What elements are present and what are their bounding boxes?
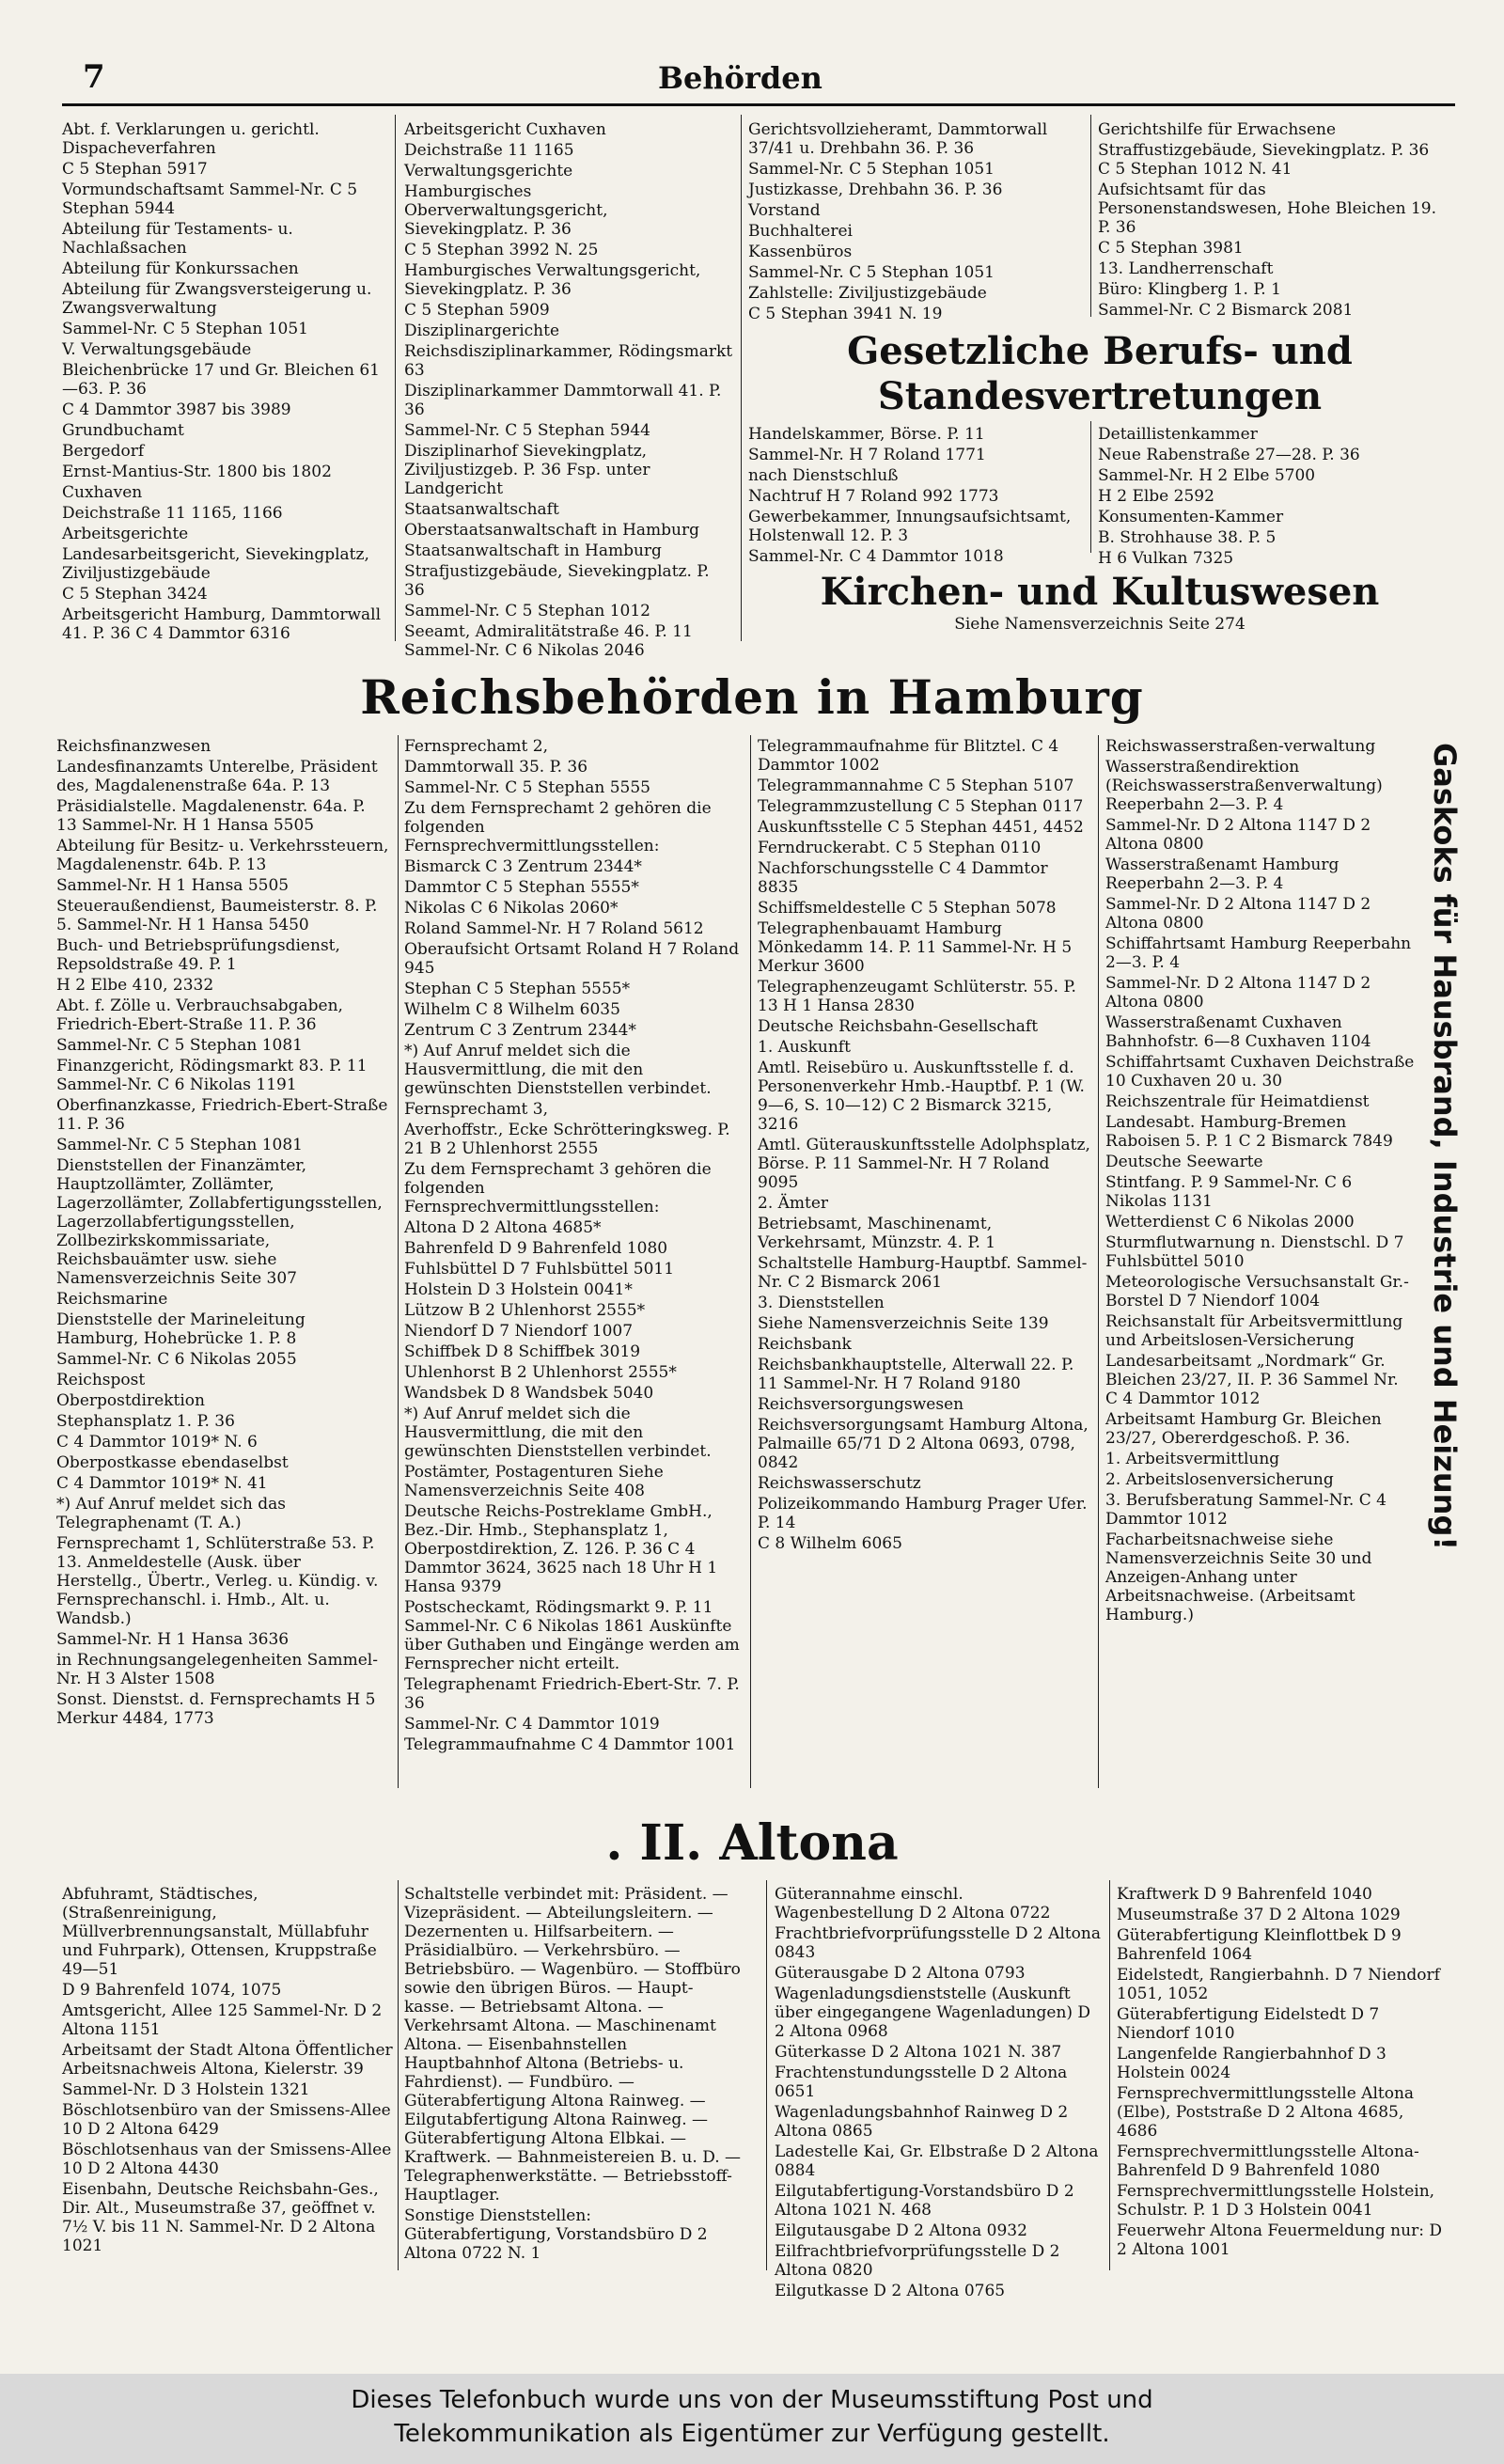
- altona-title: . II. Altona: [605, 1814, 899, 1872]
- entry: Oberfinanzkasse, Friedrich-Ebert-Straße 11. P. 36: [56, 1096, 388, 1134]
- altona-column-3: [775, 1885, 1102, 2300]
- entry: Landesabt. Hamburg-Bremen Raboisen 5. P. 1 C 2 Bismarck 7849: [1105, 1113, 1393, 1151]
- entry: Eidelstedt, Rangierbahnh. D 7 Niendorf 1051, 1052: [1117, 1966, 1440, 2003]
- running-title: Behörden: [658, 60, 822, 96]
- entry: Telegrammzustellung C 5 Stephan 0117: [758, 797, 1084, 816]
- entry: Strafjustizgebäude, Sievekingplatz. P. 36: [404, 562, 710, 600]
- entry: 2. Ämter: [758, 1194, 829, 1213]
- entry: *) Auf Anruf meldet sich das Telegraphenamt (T. A.): [56, 1495, 287, 1532]
- entry: Güterausgabe D 2 Altona 0793: [775, 1964, 1026, 1983]
- entry: Stephan C 5 Stephan 5555*: [404, 980, 631, 998]
- entry: Schiffahrtsamt Cuxhaven Deichstraße 10 Cuxhaven 20 u. 30: [1105, 1053, 1415, 1091]
- entry: Güterkasse D 2 Altona 1021 N. 387: [775, 2043, 1062, 2062]
- entry: Sonstige Dienststellen: Güterabfertigung, Vorstandsbüro D 2 Altona 0722 N. 1: [404, 2206, 708, 2263]
- entry: Lützow B 2 Uhlenhorst 2555*: [404, 1301, 646, 1320]
- entry: Handelskammer, Börse. P. 11: [748, 425, 985, 444]
- entry: Telegraphenamt Friedrich-Ebert-Str. 7. P. 36: [404, 1675, 740, 1713]
- entry: Neue Rabenstraße 27—28. P. 36: [1098, 446, 1360, 464]
- entry: Frachtbriefvorprüfungsstelle D 2 Altona 0843: [775, 1924, 1101, 1962]
- entry: Büro: Klingberg 1. P. 1: [1098, 280, 1281, 299]
- entry: Zu dem Fernsprechamt 3 gehören die folgenden Fernsprechvermittlungsstellen:: [404, 1160, 712, 1216]
- entry: Wetterdienst C 6 Nikolas 2000: [1105, 1213, 1355, 1232]
- entry: Telegraphenzeugamt Schlüterstr. 55. P. 13 H 1 Hansa 2830: [758, 978, 1076, 1015]
- side-ad-text: Gaskoks für Hausbrand, Industrie und Heizung!: [1427, 743, 1463, 1550]
- entry: Sammel-Nr. C 5 Stephan 5555: [404, 778, 650, 797]
- entry: Altona D 2 Altona 4685*: [404, 1218, 602, 1237]
- entry: Gewerbekammer, Innungsaufsichtsamt, Holstenwall 12. P. 3: [748, 508, 1072, 545]
- entry: Reichsversorgungswesen: [758, 1395, 964, 1414]
- entry: Langenfelde Rangierbahnhof D 3 Holstein 0024: [1117, 2045, 1386, 2082]
- entry: Sammel-Nr. C 5 Stephan 1051: [748, 160, 995, 179]
- entry: Telegraphenbauamt Hamburg Mönkedamm 14. P. 11 Sammel-Nr. H 5 Merkur 3600: [758, 919, 1073, 976]
- entry: Telegrammannahme C 5 Stephan 5107: [758, 777, 1074, 795]
- entry: Reichswasserstraßen-verwaltung: [1105, 737, 1376, 756]
- reich-column-4: [1105, 737, 1416, 1781]
- entry: Wasserstraßenamt Cuxhaven Bahnhofstr. 6—8 Cuxhaven 1104: [1105, 1013, 1371, 1051]
- column-divider: [1098, 735, 1099, 1788]
- entry: Abt. f. Verklarungen u. gerichtl. Dispacheverfahren: [62, 120, 320, 158]
- entry: 3. Berufsberatung Sammel-Nr. C 4 Dammtor 1012: [1105, 1491, 1386, 1529]
- entry: in Rechnungsangelegenheiten Sammel-Nr. H 3 Alster 1508: [56, 1651, 378, 1688]
- entry: Dienststelle der Marineleitung Hamburg, Hohebrücke 1. P. 8: [56, 1310, 306, 1348]
- entry: Buch- und Betriebsprüfungsdienst, Repsoldstraße 49. P. 1: [56, 936, 340, 974]
- entry: Buchhalterei: [748, 222, 853, 241]
- entry: Sammel-Nr. C 5 Stephan 1081: [56, 1136, 303, 1154]
- entry: Gerichtsvollzieheramt, Dammtorwall 37/41 u. Drehbahn 36. P. 36: [748, 120, 1048, 158]
- entry: Sammel-Nr. H 7 Roland 1771: [748, 446, 986, 464]
- entry: Eilgutabfertigung-Vorstandsbüro D 2 Altona 1021 N. 468: [775, 2182, 1074, 2220]
- entry: 1. Arbeitsvermittlung: [1105, 1450, 1280, 1468]
- entry: Frachtenstundungsstelle D 2 Altona 0651: [775, 2064, 1068, 2101]
- entry: 3. Dienststellen: [758, 1294, 885, 1312]
- entry: Oberpostkasse ebendaselbst: [56, 1453, 289, 1472]
- entry: Siehe Namensverzeichnis Seite 139: [758, 1314, 1049, 1333]
- entry: Güterabfertigung Kleinflottbek D 9 Bahrenfeld 1064: [1117, 1926, 1402, 1964]
- entry: Seeamt, Admiralitätstraße 46. P. 11 Sammel-Nr. C 6 Nikolas 2046: [404, 622, 693, 660]
- entry: Eilgutausgabe D 2 Altona 0932: [775, 2221, 1027, 2240]
- entry: Dammtorwall 35. P. 36: [404, 758, 588, 777]
- entry: Arbeitsamt Hamburg Gr. Bleichen 23/27, Obererdgeschoß. P. 36.: [1105, 1410, 1382, 1448]
- reich-title: Reichsbehörden in Hamburg: [360, 669, 1144, 725]
- entry: Museumstraße 37 D 2 Altona 1029: [1117, 1906, 1401, 1924]
- entry: Telegrammaufnahme C 4 Dammtor 1001: [404, 1735, 736, 1754]
- entry: Vorstand: [748, 201, 821, 220]
- entry: Ladestelle Kai, Gr. Elbstraße D 2 Altona 0884: [775, 2142, 1099, 2180]
- entry: Fernsprechvermittlungsstelle Altona (Elbe), Poststraße D 2 Altona 4685, 4686: [1117, 2084, 1415, 2141]
- altona-column-4: [1117, 1885, 1446, 2270]
- entry: nach Dienstschluß: [748, 466, 899, 485]
- entry: Amtsgericht, Allee 125 Sammel-Nr. D 2 Altona 1151: [62, 2001, 383, 2039]
- entry: Oberpostdirektion: [56, 1391, 205, 1410]
- entry: Fernsprechamt 1, Schlüterstraße 53. P. 13. Anmeldestelle (Ausk. über Herstellg., Übertr., Verleg. u. Kündig. v. Fernsprechanschl. i. Hmb., Alt. u. Wandsb.): [56, 1534, 379, 1628]
- entry: Güterabfertigung Eidelstedt D 7 Niendorf 1010: [1117, 2005, 1380, 2043]
- top-column-1: [62, 120, 382, 643]
- entry: Ferndruckerabt. C 5 Stephan 0110: [758, 839, 1042, 857]
- altona-column-1: [62, 1885, 393, 2270]
- entry: V. Verwaltungsgebäude: [62, 340, 252, 359]
- entry: 1. Auskunft: [758, 1038, 851, 1057]
- entry: Reichsanstalt für Arbeitsvermittlung und Arbeitslosen-Versicherung: [1105, 1312, 1403, 1350]
- entry: Vormundschaftsamt Sammel-Nr. C 5 Stephan 5944: [62, 180, 358, 218]
- entry: Finanzgericht, Rödingsmarkt 83. P. 11 Sammel-Nr. C 6 Nikolas 1191: [56, 1057, 368, 1094]
- entry: C 4 Dammtor 1019* N. 6: [56, 1433, 258, 1452]
- entry: Fernsprechamt 3,: [404, 1100, 548, 1119]
- entry: Feuerwehr Altona Feuermeldung nur: D 2 Altona 1001: [1117, 2221, 1442, 2259]
- entry: Uhlenhorst B 2 Uhlenhorst 2555*: [404, 1363, 677, 1382]
- entry: Sammel-Nr. C 5 Stephan 1081: [56, 1036, 303, 1055]
- entry: C 5 Stephan 5917: [62, 160, 208, 179]
- entry: Aufsichtsamt für das Personenstandswesen, Hohe Bleichen 19. P. 36: [1098, 180, 1436, 237]
- reich-column-1: [56, 737, 390, 1781]
- entry: Meteorologische Versuchsanstalt Gr.-Borstel D 7 Niendorf 1004: [1105, 1273, 1409, 1310]
- entry: Fernsprechvermittlungsstelle Holstein, Schulstr. P. 1 D 3 Holstein 0041: [1117, 2182, 1435, 2220]
- entry: Sammel-Nr. C 6 Nikolas 2055: [56, 1350, 297, 1369]
- entry: Sammel-Nr. H 2 Elbe 5700: [1098, 466, 1316, 485]
- entry: Sammel-Nr. C 5 Stephan 1051: [748, 263, 995, 282]
- entry: Sammel-Nr. D 3 Holstein 1321: [62, 2080, 310, 2099]
- entry: Dammtor C 5 Stephan 5555*: [404, 878, 639, 897]
- entry: Kraftwerk D 9 Bahrenfeld 1040: [1117, 1885, 1372, 1904]
- entry: Landesarbeitsgericht, Sievekingplatz, Ziviljustizgebäude: [62, 545, 369, 583]
- entry: C 5 Stephan 3992 N. 25: [404, 241, 599, 259]
- entry: Sammel-Nr. C 5 Stephan 1051: [62, 320, 308, 338]
- entry: Disziplinargerichte: [404, 322, 560, 340]
- entry: Eisenbahn, Deutsche Reichsbahn-Ges., Dir. Alt., Museumstraße 37, geöffnet v. 7½ V. bis 11 N. Sammel-Nr. D 2 Altona 1021: [62, 2180, 379, 2255]
- entry: 2. Arbeitslosenversicherung: [1105, 1470, 1334, 1489]
- column-divider: [1090, 421, 1091, 553]
- entry: Sammel-Nr. H 1 Hansa 5505: [56, 876, 290, 895]
- entry: H 2 Elbe 410, 2332: [56, 976, 214, 995]
- entry: Nikolas C 6 Nikolas 2060*: [404, 899, 619, 918]
- entry: Fuhlsbüttel D 7 Fuhlsbüttel 5011: [404, 1260, 675, 1279]
- column-divider: [395, 115, 396, 641]
- entry: H 2 Elbe 2592: [1098, 487, 1214, 506]
- entry: Bergedorf: [62, 442, 145, 461]
- entry: Sammel-Nr. C 5 Stephan 1012: [404, 602, 650, 620]
- reich-column-2: [404, 737, 743, 1781]
- entry: Disziplinarhof Sievekingplatz, Ziviljustizgeb. P. 36 Fsp. unter Landgericht: [404, 442, 650, 498]
- entry: Oberstaatsanwaltschaft in Hamburg: [404, 521, 699, 540]
- entry: Reichspost: [56, 1371, 146, 1389]
- entry: Landesarbeitsamt „Nordmark“ Gr. Bleichen 23/27, II. P. 36 Sammel Nr. C 4 Dammtor 1012: [1105, 1352, 1399, 1408]
- entry: Ernst-Mantius-Str. 1800 bis 1802: [62, 463, 332, 481]
- entry: Wagenladungsbahnhof Rainweg D 2 Altona 0865: [775, 2103, 1069, 2141]
- entry: Arbeitsamt der Stadt Altona Öffentlicher Arbeitsnachweis Altona, Kielerstr. 39: [62, 2041, 393, 2079]
- entry: Niendorf D 7 Niendorf 1007: [404, 1322, 634, 1341]
- reich-column-3: [758, 737, 1091, 1781]
- footer-line-2: Telekommunikation als Eigentümer zur Verfügung gestellt.: [394, 2420, 1110, 2448]
- entry: Reichsbank: [758, 1335, 852, 1354]
- footer-line-1: Dieses Telefonbuch wurde uns von der Museumsstiftung Post und: [351, 2386, 1153, 2414]
- footer-banner: [0, 2374, 1504, 2464]
- entry: Eilfrachtbriefvorprüfungsstelle D 2 Altona 0820: [775, 2242, 1060, 2280]
- entry: Postscheckamt, Rödingsmarkt 9. P. 11 Sammel-Nr. C 6 Nikolas 1861 Auskünfte über Guthaben und Eingänge werden am Fernsprecher nicht erteilt.: [404, 1598, 740, 1673]
- column-divider: [398, 735, 399, 1788]
- entry: Averhoffstr., Ecke Schrötteringksweg. P. 21 B 2 Uhlenhorst 2555: [404, 1121, 730, 1158]
- entry: Betriebsamt, Maschinenamt, Verkehrsamt, Münzstr. 4. P. 1: [758, 1215, 996, 1252]
- entry: Polizeikommando Hamburg Prager Ufer. P. 14: [758, 1495, 1088, 1532]
- entry: C 5 Stephan 3941 N. 19: [748, 305, 943, 323]
- entry: Wasserstraßendirektion (Reichswasserstraßenverwaltung) Reeperbahn 2—3. P. 4: [1105, 758, 1383, 814]
- entry: Sammel-Nr. H 1 Hansa 3636: [56, 1630, 290, 1649]
- column-divider: [750, 735, 751, 1788]
- entry: Gerichtshilfe für Erwachsene: [1098, 120, 1337, 139]
- entry: Arbeitsgerichte: [62, 525, 189, 543]
- entry: Stintfang. P. 9 Sammel-Nr. C 6 Nikolas 1131: [1105, 1173, 1353, 1211]
- berufs-title: Gesetzliche Berufs- und Standesvertretungen: [847, 329, 1353, 418]
- column-divider: [741, 115, 742, 641]
- entry: Fernsprechvermittlungsstelle Altona-Bahrenfeld D 9 Bahrenfeld 1080: [1117, 2142, 1419, 2180]
- entry: Verwaltungsgerichte: [404, 162, 573, 180]
- entry: Schiffahrtsamt Hamburg Reeperbahn 2—3. P. 4: [1105, 934, 1412, 972]
- entry: Telegrammaufnahme für Blitztel. C 4 Dammtor 1002: [758, 737, 1059, 775]
- entry: Bleichenbrücke 17 und Gr. Bleichen 61—63. P. 36: [62, 361, 380, 399]
- entry: Auskunftsstelle C 5 Stephan 4451, 4452: [758, 818, 1084, 837]
- entry: Sammel-Nr. C 5 Stephan 5944: [404, 421, 650, 440]
- berufs-left: [748, 425, 1079, 566]
- entry: Reichsfinanzwesen: [56, 737, 212, 756]
- altona-column-2: [404, 1885, 743, 2270]
- column-divider: [1109, 1880, 1110, 2270]
- entry: Wagenladungsdienststelle (Auskunft über eingegangene Wagenladungen) D 2 Altona 0968: [775, 1985, 1091, 2041]
- entry: Sammel-Nr. D 2 Altona 1147 D 2 Altona 0800: [1105, 895, 1371, 933]
- entry: Abteilung für Konkurssachen: [62, 259, 299, 278]
- berufs-right: [1098, 425, 1440, 568]
- entry: Abteilung für Besitz- u. Verkehrssteuern, Magdalenenstr. 64b. P. 13: [56, 837, 389, 874]
- entry: Grundbuchamt: [62, 421, 184, 440]
- entry: H 6 Vulkan 7325: [1098, 549, 1234, 568]
- entry: Wandsbek D 8 Wandsbek 5040: [404, 1384, 654, 1403]
- entry: D 9 Bahrenfeld 1074, 1075: [62, 1981, 282, 2000]
- entry: C 8 Wilhelm 6065: [758, 1534, 902, 1553]
- entry: Schaltstelle Hamburg-Hauptbf. Sammel-Nr. C 2 Bismarck 2061: [758, 1254, 1088, 1292]
- entry: Reichsbankhauptstelle, Alterwall 22. P. 11 Sammel-Nr. H 7 Roland 9180: [758, 1356, 1074, 1393]
- entry: Konsumenten-Kammer: [1098, 508, 1284, 526]
- entry: *) Auf Anruf meldet sich die Hausvermittlung, die mit den gewünschten Dienststellen verbindet.: [404, 1042, 712, 1098]
- entry: C 4 Dammtor 1019* N. 41: [56, 1474, 268, 1493]
- header-rule: [62, 103, 1455, 106]
- entry: Reichsdisziplinarkammer, Rödingsmarkt 63: [404, 342, 733, 380]
- column-divider: [398, 1880, 399, 2270]
- entry: Deutsche Seewarte: [1105, 1153, 1263, 1171]
- entry: Sammel-Nr. C 4 Dammtor 1018: [748, 547, 1004, 566]
- entry: Amtl. Reisebüro u. Auskunftsstelle f. d. Personenverkehr Hmb.-Hauptbf. P. 1 (W. 9—6, S. 10—12) C 2 Bismarck 3215, 3216: [758, 1059, 1085, 1134]
- entry: Abfuhramt, Städtisches, (Straßenreinigung, Müllverbrennungsanstalt, Müllabfuhr und Fuhrpark), Ottensen, Kruppstraße 49—51: [62, 1885, 377, 1979]
- entry: Zahlstelle: Ziviljustizgebäude: [748, 284, 987, 303]
- entry: Schiffsmeldestelle C 5 Stephan 5078: [758, 899, 1057, 918]
- entry: C 5 Stephan 5909: [404, 301, 550, 320]
- entry: Güterannahme einschl. Wagenbestellung D 2 Altona 0722: [775, 1885, 1051, 1923]
- entry: Böschlotsenhaus van der Smissens-Allee 10 D 2 Altona 4430: [62, 2141, 392, 2178]
- entry: Detaillistenkammer: [1098, 425, 1258, 444]
- top-column-3: [748, 120, 1079, 323]
- entry: Schaltstelle verbindet mit: Präsident. — Vizepräsident. — Abteilungsleitern. — Dezernenten u. Hilfsarbeitern. — Präsidialbüro. — Verkehrsbüro. — Betriebsbüro. — Wagenbüro. — Stoffbüro sowie den übrigen Büros. — Haupt-kasse. — Betriebsamt Altona. — Verkehrsamt Altona. — Maschinenamt Altona. — Eisenbahnstellen Hauptbahnhof Altona (Betriebs- u. Fahrdienst). — Fundbüro. — Güterabfertigung Altona Rainweg. — Eilgutabfertigung Altona Rainweg. — Güterabfertigung Altona Elbkai. — Kraftwerk. — Bahnmeistereien B. u. D. — Telegraphenwerkstätte. — Betriebsstoff-Hauptlager.: [404, 1885, 742, 2205]
- entry: Zu dem Fernsprechamt 2 gehören die folgenden Fernsprechvermittlungsstellen:: [404, 799, 712, 855]
- entry: Bahrenfeld D 9 Bahrenfeld 1080: [404, 1239, 668, 1258]
- column-divider: [1090, 115, 1091, 317]
- entry: Stephansplatz 1. P. 36: [56, 1412, 235, 1431]
- entry: 13. Landherrenschaft: [1098, 259, 1274, 278]
- page-header: [56, 58, 1448, 100]
- entry: Straffustizgebäude, Sievekingplatz. P. 36 C 5 Stephan 1012 N. 41: [1098, 141, 1430, 179]
- entry: Reichszentrale für Heimatdienst: [1105, 1092, 1370, 1111]
- entry: Reichswasserschutz: [758, 1474, 921, 1493]
- entry: Kassenbüros: [748, 243, 853, 261]
- entry: Deichstraße 11 1165: [404, 141, 574, 160]
- entry: Nachforschungsstelle C 4 Dammtor 8835: [758, 859, 1048, 897]
- entry: Cuxhaven: [62, 483, 143, 502]
- entry: Wilhelm C 8 Wilhelm 6035: [404, 1000, 620, 1019]
- entry: Abteilung für Zwangsversteigerung u. Zwangsverwaltung: [62, 280, 372, 318]
- entry: Dienststellen der Finanzämter, Hauptzollämter, Zollämter, Lagerzollämter, Zollabfertigungsstellen, Lagerzollabfertigungsstellen, Zollbezirkskommissariate, Reichsbauämter usw. siehe Namensverzeichnis Seite 307: [56, 1156, 383, 1288]
- entry: Reichsversorgungsamt Hamburg Altona, Palmaille 65/71 D 2 Altona 0693, 0798, 0842: [758, 1416, 1089, 1472]
- entry: Böschlotsenbüro van der Smissens-Allee 10 D 2 Altona 6429: [62, 2101, 391, 2139]
- entry: C 5 Stephan 3981: [1098, 239, 1244, 258]
- top-column-2: [404, 120, 733, 660]
- entry: Präsidialstelle. Magdalenenstr. 64a. P. 13 Sammel-Nr. H 1 Hansa 5505: [56, 797, 366, 835]
- entry: *) Auf Anruf meldet sich die Hausvermittlung, die mit den gewünschten Dienststellen verbindet.: [404, 1405, 712, 1461]
- entry: C 5 Stephan 3424: [62, 585, 208, 604]
- entry: Arbeitsgericht Cuxhaven: [404, 120, 606, 139]
- entry: Justizkasse, Drehbahn 36. P. 36: [748, 180, 1003, 199]
- entry: Staatsanwaltschaft in Hamburg: [404, 541, 662, 560]
- kirchen-subtitle: Siehe Namensverzeichnis Seite 274: [954, 615, 1246, 634]
- entry: Sammel-Nr. D 2 Altona 1147 D 2 Altona 0800: [1105, 816, 1371, 854]
- entry: Roland Sammel-Nr. H 7 Roland 5612: [404, 919, 704, 938]
- entry: Sammel-Nr. D 2 Altona 1147 D 2 Altona 0800: [1105, 974, 1371, 1012]
- entry: Fernsprechamt 2,: [404, 737, 548, 756]
- entry: Steueraußendienst, Baumeisterstr. 8. P. 5. Sammel-Nr. H 1 Hansa 5450: [56, 897, 378, 934]
- entry: Reichsmarine: [56, 1290, 168, 1309]
- page-number: 7: [83, 58, 105, 96]
- side-advertisement: [1418, 743, 1474, 1626]
- entry: Abteilung für Testaments- u. Nachlaßsachen: [62, 220, 293, 258]
- entry: Sonst. Dienstst. d. Fernsprechamts H 5 Merkur 4484, 1773: [56, 1690, 376, 1728]
- entry: Sammel-Nr. C 4 Dammtor 1019: [404, 1715, 660, 1734]
- entry: Disziplinarkammer Dammtorwall 41. P. 36: [404, 382, 722, 419]
- entry: Oberaufsicht Ortsamt Roland H 7 Roland 945: [404, 940, 740, 978]
- entry: Deutsche Reichs-Postreklame GmbH., Bez.-Dir. Hmb., Stephansplatz 1, Oberpostdirektion, Z. 126. P. 36 C 4 Dammtor 3624, 3625 nach 18 Uhr H 1 Hansa 9379: [404, 1502, 718, 1596]
- entry: Deutsche Reichsbahn-Gesellschaft: [758, 1017, 1039, 1036]
- entry: Deichstraße 11 1165, 1166: [62, 504, 283, 523]
- column-divider: [766, 1880, 767, 2270]
- entry: Bismarck C 3 Zentrum 2344*: [404, 857, 642, 876]
- entry: Abt. f. Zölle u. Verbrauchsabgaben, Friedrich-Ebert-Straße 11. P. 36: [56, 997, 343, 1034]
- entry: B. Strohhause 38. P. 5: [1098, 528, 1277, 547]
- entry: Schiffbek D 8 Schiffbek 3019: [404, 1342, 641, 1361]
- top-column-4: [1098, 120, 1440, 318]
- entry: Holstein D 3 Holstein 0041*: [404, 1280, 633, 1299]
- entry: C 4 Dammtor 3987 bis 3989: [62, 400, 291, 419]
- entry: Landesfinanzamts Unterelbe, Präsident des, Magdalenenstraße 64a. P. 13: [56, 758, 378, 795]
- entry: Arbeitsgericht Hamburg, Dammtorwall 41. P. 36 C 4 Dammtor 6316: [62, 605, 382, 643]
- entry: Facharbeitsnachweise siehe Namensverzeichnis Seite 30 und Anzeigen-Anhang unter Arbeitsnachweise. (Arbeitsamt Hamburg.): [1105, 1530, 1372, 1624]
- entry: Hamburgisches Oberverwaltungsgericht, Sievekingplatz. P. 36: [404, 182, 608, 239]
- entry: Amtl. Güterauskunftsstelle Adolphsplatz, Börse. P. 11 Sammel-Nr. H 7 Roland 9095: [758, 1136, 1090, 1192]
- entry: Sturmflutwarnung n. Dienstschl. D 7 Fuhlsbüttel 5010: [1105, 1233, 1404, 1271]
- entry: Hamburgisches Verwaltungsgericht, Sievekingplatz. P. 36: [404, 261, 701, 299]
- entry: Postämter, Postagenturen Siehe Namensverzeichnis Seite 408: [404, 1463, 664, 1500]
- entry: Eilgutkasse D 2 Altona 0765: [775, 2282, 1006, 2300]
- entry: Nachtruf H 7 Roland 992 1773: [748, 487, 999, 506]
- entry: Sammel-Nr. C 2 Bismarck 2081: [1098, 301, 1354, 320]
- kirchen-title: Kirchen- und Kultuswesen: [820, 570, 1380, 614]
- entry: Staatsanwaltschaft: [404, 500, 559, 519]
- entry: Wasserstraßenamt Hamburg Reeperbahn 2—3. P. 4: [1105, 855, 1340, 893]
- entry: Zentrum C 3 Zentrum 2344*: [404, 1021, 636, 1040]
